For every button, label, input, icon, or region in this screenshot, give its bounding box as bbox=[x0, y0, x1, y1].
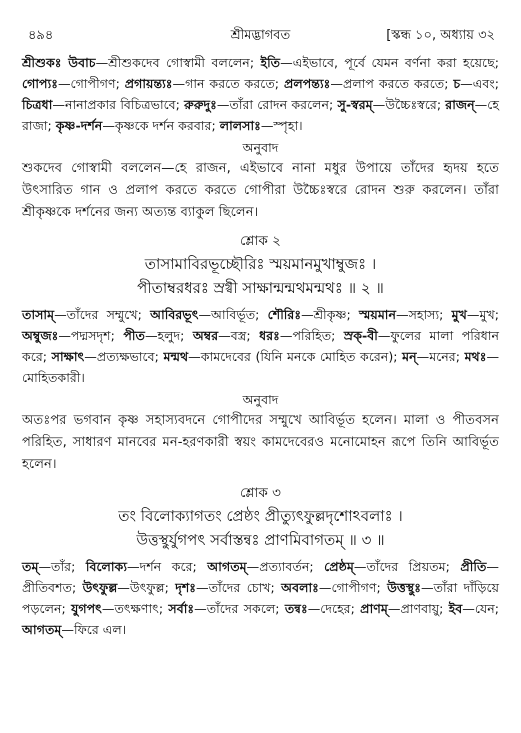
synonym-meaning: —তাঁরা রোদন করলেন; bbox=[216, 97, 338, 112]
synonym-meaning: —পরিহিত; bbox=[279, 328, 344, 343]
page-number: ৪৯৪ bbox=[28, 28, 54, 43]
page-header bbox=[22, 22, 499, 46]
synonym-meaning: —নানাপ্রকার বিচিত্রভাবে; bbox=[52, 97, 185, 112]
verse-3-line-1: তং বিলোক্যাগতং প্রেষ্ঠং প্রীত্যুৎফুল্লদৃশোঽবলাঃ । bbox=[118, 507, 403, 525]
synonym-word: প্রেষ্ঠম্ bbox=[324, 559, 354, 574]
synonym-meaning: —তাঁদের প্রিয়তম; bbox=[353, 559, 461, 574]
synonym-meaning: —ফিরে এল। bbox=[61, 622, 127, 637]
synonym-meaning: —পদ্মসদৃশ; bbox=[58, 328, 124, 343]
synonym-word: চিত্রধা bbox=[22, 97, 53, 112]
synonym-word: অম্বুজঃ bbox=[22, 328, 59, 343]
synonym-word: যুগপৎ bbox=[71, 601, 102, 616]
verse-2-line-2: পীতাম্বরধরঃ স্রগ্বী সাক্ষান্মন্মথমন্মথঃ ॥ ২ ॥ bbox=[137, 279, 384, 297]
synonym-meaning: —তাঁরা দাঁড়িয়ে পড়লেন; bbox=[22, 580, 499, 616]
synonym-word: মুখ bbox=[451, 307, 467, 322]
synonym-word: মন্ bbox=[402, 349, 417, 364]
synonym-word: শ্রীশুকঃ উবাচ bbox=[22, 55, 96, 70]
synonym-meaning: —তাঁদের সম্মুখে; bbox=[54, 307, 151, 322]
synonym-word: আগতম্ bbox=[22, 622, 62, 637]
synonym-word: তাসাম্ bbox=[22, 307, 55, 322]
synonym-word: স্ময়মান bbox=[358, 307, 396, 322]
synonym-meaning: —শ্রীকৃষ্ণ; bbox=[301, 307, 359, 322]
synonym-word: প্রগায়ন্ত্যঃ bbox=[124, 76, 173, 91]
synonym-word: দৃশঃ bbox=[175, 580, 197, 595]
synonym-meaning: —ফুলের মালা পরিধান করে; bbox=[22, 328, 500, 364]
synonym-meaning: —যেন; bbox=[462, 601, 500, 616]
synonym-meaning: —প্রত্যক্ষভাবে; bbox=[84, 349, 164, 364]
synonym-word: সাক্ষাৎ bbox=[51, 349, 85, 364]
synonym-word: অবলাঃ bbox=[281, 580, 319, 595]
synonym-meaning: —দর্শন করে; bbox=[127, 559, 208, 574]
synonym-word: মথঃ bbox=[464, 349, 487, 364]
synonym-meaning: —কামদেবের (যিনি মনকে মোহিত করেন); bbox=[188, 349, 403, 364]
synonym-meaning: —হে রাজা; bbox=[22, 97, 499, 133]
translation-2-text: অতঃপর ভগবান কৃষ্ণ সহাস্যবদনে গোপীদের সম্মুখে আবির্ভূত হলেন। মালা ও পীতবসন পরিহিত, সাধারণ মানবের মন-হরণকারী স্বয়ং কামদেবেরও মনোমোহন রূপে তিনি আবির্ভূত হলেন। bbox=[22, 413, 499, 472]
synonym-meaning: —উচ্চৈঃস্বরে; bbox=[372, 97, 446, 112]
synonym-word: রাজন্ bbox=[445, 97, 475, 112]
synonym-meaning: —শ্রীশুকদেব গোস্বামী বললেন; bbox=[95, 55, 261, 70]
synonym-word: ইব bbox=[448, 601, 463, 616]
synonym-word: সু-স্বরম্ bbox=[337, 97, 373, 112]
verse-3-heading: শ্লোক ৩ bbox=[239, 485, 281, 501]
synonym-meaning: —এবং; bbox=[460, 76, 500, 91]
synonym-word: ধরঃ bbox=[259, 328, 280, 343]
synonym-meaning: —এইভাবে, পূর্বে যেমন বর্ণনা করা হয়েছে; bbox=[280, 55, 499, 70]
synonym-meaning: —সহাস্য; bbox=[395, 307, 452, 322]
synonyms-verse-3 bbox=[22, 556, 499, 640]
synonym-word: সর্বাঃ bbox=[168, 601, 195, 616]
synonym-word: তন্বঃ bbox=[284, 601, 308, 616]
verse-2-line-1: তাসামাবিরভূচ্ছৌরিঃ স্ময়মানমুখাম্বুজঃ । bbox=[144, 255, 377, 273]
synonym-meaning: —দেহের; bbox=[307, 601, 361, 616]
synonym-meaning: —উৎফুল্ল; bbox=[117, 580, 176, 595]
verse-2-heading: শ্লোক ২ bbox=[239, 233, 281, 249]
synonym-meaning: —মোহিতকারী। bbox=[22, 349, 500, 385]
synonym-word: আবিরভূৎ bbox=[150, 307, 199, 322]
synonym-word: চ bbox=[453, 76, 461, 91]
synonym-word: রুরুদুঃ bbox=[184, 97, 217, 112]
synonym-meaning: —স্পৃহা। bbox=[260, 118, 303, 133]
synonym-meaning: —তৎক্ষণাৎ; bbox=[101, 601, 169, 616]
synonym-word: স্রক্-বী bbox=[343, 328, 378, 343]
synonym-meaning: —তাঁদের সকলে; bbox=[194, 601, 285, 616]
synonym-meaning: —মনের; bbox=[416, 349, 465, 364]
verse-3-line-2: উত্তস্থুর্যুগপৎ সর্বাস্তন্বঃ প্রাণমিবাগতম্ ॥ ৩ ॥ bbox=[136, 531, 385, 549]
synonym-word: উৎফুল্ল bbox=[82, 580, 118, 595]
synonym-meaning: —প্রীতিবশত; bbox=[22, 559, 499, 595]
synonym-meaning: —কৃষ্ণকে দর্শন করবার; bbox=[102, 118, 220, 133]
synonym-word: প্রলপন্ত্যঃ bbox=[283, 76, 331, 91]
synonym-word: তম্ bbox=[22, 559, 39, 574]
translation-1-heading: অনুবাদ bbox=[242, 140, 279, 155]
synonym-word: মন্মথ bbox=[163, 349, 189, 364]
chapter-location: [স্কন্ধ ১০, অধ্যায় ৩২ bbox=[386, 28, 495, 43]
synonym-meaning: —আবির্ভূত; bbox=[198, 307, 268, 322]
synonym-word: বিলোক্য bbox=[85, 559, 128, 574]
synonym-meaning: —প্রাণবায়ু; bbox=[387, 601, 449, 616]
synonym-meaning: —গোপীগণ; bbox=[318, 580, 388, 595]
synonym-meaning: —প্রত্যাবর্তন; bbox=[246, 559, 325, 574]
synonym-word: লালসাঃ bbox=[219, 118, 261, 133]
synonym-word: উত্তস্থুঃ bbox=[387, 580, 421, 595]
synonym-word: আগতম্ bbox=[207, 559, 247, 574]
synonym-word: গোপ্যঃ bbox=[22, 76, 58, 91]
translation-1-text: শুকদেব গোস্বামী বললেন—হে রাজন, এইভাবে নানা মধুর উপায়ে তাঁদের হৃদয় হতে উৎসারিত গান ও প্রলাপ করতে করতে গোপীরা উচ্চৈঃস্বরে রোদন শুরু করলেন। তাঁরা শ্রীকৃষ্ণকে দর্শনের জন্য অত্যন্ত ব্যাকুল ছিলেন। bbox=[22, 161, 499, 220]
synonym-meaning: —বস্ত্র; bbox=[218, 328, 260, 343]
running-title: শ্রীমদ্ভাগবত bbox=[230, 28, 291, 43]
synonym-meaning: —গোপীগণ; bbox=[57, 76, 125, 91]
synonym-meaning: —তাঁর; bbox=[38, 559, 86, 574]
synonym-meaning: —মুখ; bbox=[466, 307, 499, 322]
synonym-meaning: —হলুদ; bbox=[144, 328, 193, 343]
translation-2-heading: অনুবাদ bbox=[242, 392, 279, 407]
synonyms-verse-1 bbox=[22, 52, 499, 136]
synonym-word: কৃষ্ণ-দর্শন bbox=[55, 118, 103, 133]
synonym-meaning: —প্রলাপ করতে করতে; bbox=[330, 76, 454, 91]
synonyms-verse-2 bbox=[22, 304, 499, 388]
synonym-meaning: —গান করতে করতে; bbox=[172, 76, 284, 91]
synonym-word: প্রীতি bbox=[460, 559, 487, 574]
synonym-word: প্রাণম্ bbox=[360, 601, 388, 616]
synonym-word: অম্বর bbox=[192, 328, 219, 343]
synonym-word: পীত bbox=[123, 328, 145, 343]
synonym-meaning: —তাঁদের চোখ; bbox=[196, 580, 282, 595]
synonym-word: ইতি bbox=[260, 55, 281, 70]
synonym-word: শৌরিঃ bbox=[267, 307, 302, 322]
